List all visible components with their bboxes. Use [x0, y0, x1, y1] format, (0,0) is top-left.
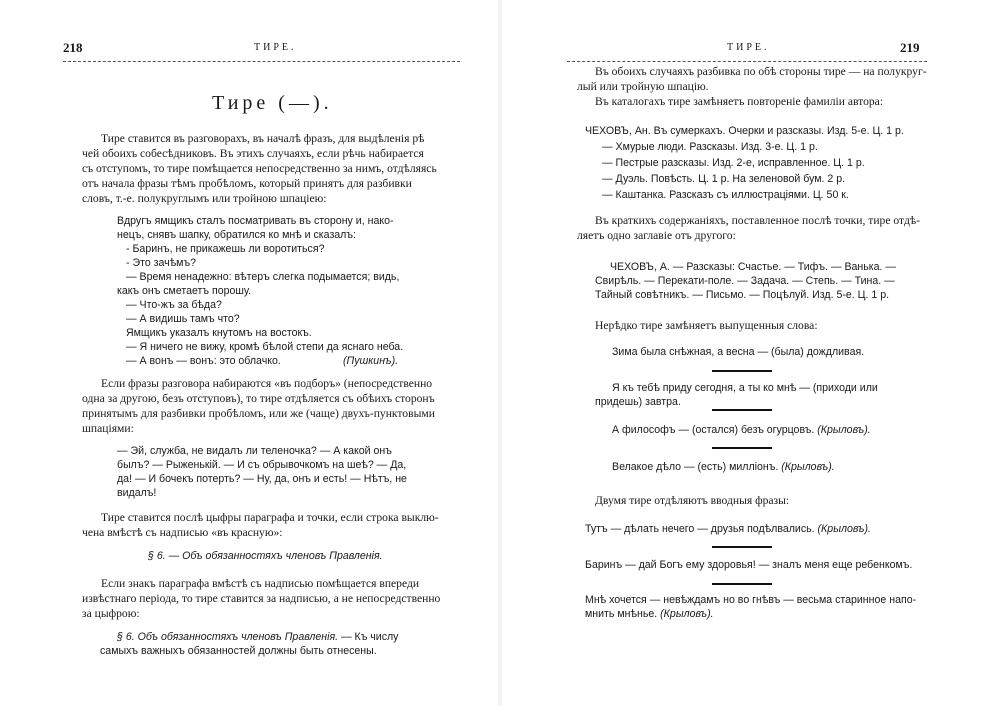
paragraph-line: отъ начала фразы тѣмъ пробѣломъ, который принятъ для разбивки: [82, 177, 412, 190]
dialog-line: — А видишь тамъ что?: [126, 313, 240, 325]
dialog-line: - Баринъ, не прикажешь ли воротиться?: [126, 243, 325, 255]
paragraph-example-line: самыхъ важныхъ обязанностей должны быть отнесены.: [100, 645, 377, 657]
paragraph-line: ляетъ одно заглавіе отъ другого:: [577, 229, 736, 242]
paragraph-line: чей обоихъ собесѣдниковъ. Въ этихъ случаяхъ, если рѣчь набирается: [82, 147, 424, 160]
right-page-number: 219: [900, 40, 920, 55]
paragraph-line: Тире ставится въ разговорахъ, въ началѣ фразъ, для выдѣленія рѣ: [101, 132, 425, 145]
separator-line: [712, 447, 772, 449]
catalog-entry: — Дуэль. Повѣсть. Ц. 1 р. На зеленовой бум. 2 р.: [602, 173, 846, 185]
example-line: Мнѣ хочется — невѣждамъ но во гнѣвъ — весьма старинное напо-: [585, 594, 917, 606]
paragraph-example: § 6. — Объ обязанностяхъ членовъ Правленія.: [148, 550, 383, 562]
paragraph-line: Двумя тире отдѣляютъ вводныя фразы:: [595, 494, 790, 507]
dialog-line: — Время ненадежно: вѣтеръ слегка подымается; видь,: [126, 271, 400, 283]
quote-line: да! — И бочекъ потерть? — Ну, да, онъ и есть! — Нѣтъ, не: [117, 473, 407, 485]
right-running-head: ТИРЕ.: [727, 42, 770, 53]
example-author: (Крыловъ).: [660, 608, 714, 620]
paragraph-line: принятымъ для разбивки пробѣломъ, или же (чаще) двухъ-пунктовыми: [82, 407, 435, 420]
section-title: Тире (—).: [212, 92, 333, 114]
catalog-entry: — Хмурые люди. Разсказы. Изд. 3-е. Ц. 1 р.: [602, 141, 818, 153]
paragraph-line: шпаціями:: [82, 422, 134, 435]
dialog-line: какъ онъ сметаетъ порошу.: [117, 285, 252, 297]
example-text: мнить мнѣнье.: [585, 608, 658, 620]
separator-line: [712, 583, 772, 585]
contents-line: Свирѣль. — Перекати-поле. — Задача. — Степь. — Тина. —: [595, 275, 895, 287]
right-header-rule: [567, 61, 927, 62]
paragraph-line: Если фразы разговора набираются «въ подборъ» (непосредственно: [101, 377, 433, 390]
paragraph-line: лый или тройную шпацію.: [577, 80, 709, 93]
paragraph-line: Нерѣдко тире замѣняетъ выпущенныя слова:: [595, 319, 818, 332]
dialog-line: Ямщикъ указалъ кнутомъ на востокъ.: [126, 327, 312, 339]
dialog-line: — А вонъ — вонъ: это облачко.: [126, 355, 281, 367]
catalog-entry: — Каштанка. Разсказъ съ иллюстраціями. Ц. 50 к.: [602, 189, 849, 201]
paragraph-example-line: [117, 630, 398, 644]
paragraph-line: Тире ставится послѣ цыфры параграфа и точки, если строка выклю-: [101, 511, 439, 524]
example-author: (Крыловъ).: [817, 424, 871, 436]
catalog-entry: ЧЕХОВЪ, Ан. Въ сумеркахъ. Очерки и разсказы. Изд. 5-е. Ц. 1 р.: [585, 125, 904, 137]
example-line: Баринъ — дай Богъ ему здоровья! — зналъ меня еще ребенкомъ.: [585, 559, 913, 571]
dialog-author: (Пушкинъ).: [343, 355, 399, 367]
dialog-line: нецъ, снявъ шапку, обратился ко мнѣ и сказалъ:: [117, 229, 356, 241]
example-author: (Крыловъ).: [781, 461, 835, 473]
contents-line: Тайный совѣтникъ. — Письмо. — Поцѣлуй. Изд. 5-е. Ц. 1 р.: [595, 289, 890, 301]
quote-line: видалъ!: [117, 487, 157, 499]
example-line: Зима была снѣжная, а весна — (была) дождливая.: [612, 346, 865, 358]
example-line: придешь) завтра.: [595, 396, 681, 408]
paragraph-line: Въ краткихъ содержаніяхъ, поставленное послѣ точки, тире отдѣ-: [595, 214, 921, 227]
dialog-line: — Что-жъ за бѣда?: [126, 299, 222, 311]
example-rest-part: — Къ числу: [338, 631, 399, 643]
quote-line: — Эй, служба, не видалъ ли теленочка? — А какой онъ: [117, 445, 392, 457]
dialog-line: Вдругъ ямщикъ сталъ посматривать въ сторону и, нако-: [117, 215, 394, 227]
paragraph-line: съ отступомъ, то тире помѣщается непосредственно за нимъ, отдѣляясь: [82, 162, 437, 175]
example-line: Я къ тебѣ приду сегодня, а ты ко мнѣ — (приходи или: [612, 382, 878, 394]
paragraph-line: словъ, т.-е. полукруглымъ или тройною шпаціею:: [82, 192, 327, 205]
catalog-entry: — Пестрые разсказы. Изд. 2-е, исправленное. Ц. 1 р.: [602, 157, 865, 169]
example-line: [612, 460, 835, 474]
paragraph-line: Въ каталогахъ тире замѣняетъ повтореніе фамиліи автора:: [595, 95, 884, 108]
example-line: [585, 522, 871, 536]
left-running-head: ТИРЕ.: [254, 42, 297, 53]
separator-line: [712, 370, 772, 372]
example-text: Велакое дѣло — (есть) милліонъ.: [612, 461, 779, 473]
quote-line: былъ? — Рыженькій. — И съ обрывочкомъ на шеѣ? — Да,: [117, 459, 407, 471]
example-text: Тутъ — дѣлать нечего — друзья подѣлвались.: [585, 523, 815, 535]
paragraph-line: за цыфрою:: [82, 607, 140, 620]
example-italic-part: § 6. Объ обязанностяхъ членовъ Правленія.: [117, 631, 339, 643]
dialog-line: — Я ничего не вижу, кромѣ бѣлой степи да яснаго неба.: [126, 341, 404, 353]
example-text: А философъ — (остался) безъ огурцовъ.: [612, 424, 815, 436]
right-page: [500, 0, 1000, 706]
paragraph-line: одна за другою, безъ отступовъ), то тире отдѣляется съ обѣихъ сторонъ: [82, 392, 435, 405]
dialog-line: - Это зачѣмъ?: [126, 257, 196, 269]
paragraph-line: извѣстнаго періода, то тире ставится за надписью, а не непосредственно: [82, 592, 441, 605]
paragraph-line: Въ обоихъ случаяхъ разбивка по обѣ стороны тире — на полукруг-: [595, 65, 927, 78]
contents-line: ЧЕХОВЪ, А. — Разсказы: Счастье. — Тифъ. — Ванька. —: [610, 261, 897, 273]
left-page-number: 218: [63, 40, 83, 55]
left-header-rule: [63, 61, 460, 62]
example-line: [612, 423, 871, 437]
paragraph-line: Если знакъ параграфа вмѣстѣ съ надписью помѣщается впереди: [101, 577, 420, 590]
separator-line: [712, 546, 772, 548]
example-author: (Крыловъ).: [817, 523, 871, 535]
example-line: [585, 607, 714, 621]
paragraph-line: чена вмѣстѣ съ надписью «въ красную»:: [82, 526, 283, 539]
separator-line: [712, 409, 772, 411]
